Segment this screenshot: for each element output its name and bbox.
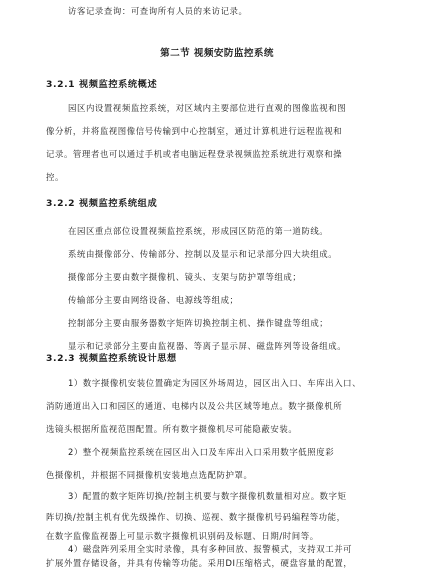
paragraph-line: 像分析，并将监视图像信号传输到中心控制室，通过计算机进行远程监视和 [46,126,343,136]
paragraph-line: 1）数字摄像机安装位置确定为园区外场周边，园区出入口、车库出入口、 [68,378,362,388]
paragraph-line: 4）磁盘阵列采用全实时录像，具有多种回放、报警模式，支持双工并可 [68,544,353,554]
paragraph-line: 园区内设置视频监控系统，对区域内主要部位进行直观的图像监视和图 [68,103,347,113]
section-title: 第二节 视频安防监控系统 [160,48,274,59]
paragraph-line: 消防通道出入口和园区的通道、电梯内以及公共区域等地点。数字摄像机所 [46,401,343,411]
paragraph-line: 记录。管理者也可以通过手机或者电脑远程登录视频监控系统进行观察和操 [46,149,343,159]
paragraph-line: 2）整个视频监控系统在园区出入口及车库出入口采用数字低照度彩 [68,447,335,457]
list-item: 系统由摄像部分、传输部分、控制以及显示和记录部分四大块组成。 [68,249,338,259]
paragraph-line: 在数字监像监视器上可显示数字摄像机识别码及标题、日期/时间等。 [46,531,319,541]
list-item: 显示和记录部分主要由监视器、等离子显示屏、磁盘阵列等设备组成。 [68,341,347,351]
heading-3-2-1: 3.2.1 视频监控系统概述 [46,79,158,90]
list-item: 传输部分主要由网络设备、电源线等组成； [68,295,239,305]
paragraph-line: 选镜头根据所监视范围配置。所有数字摄像机尽可能隐蔽安装。 [46,424,298,434]
top-note: 访客记录查询：可查询所有人员的来访记录。 [68,6,248,16]
list-item: 控制部分主要由服务器数字矩阵切换控制主机、操作键盘等组成； [68,318,329,328]
heading-3-2-2: 3.2.2 视频监控系统组成 [46,198,158,209]
list-item: 摄像部分主要由数字摄像机、镜头、支架与防护罩等组成； [68,272,302,282]
paragraph-line: 3）配置的数字矩阵切换/控制主机要与数字摄像机数量相对应。数字矩 [68,491,347,501]
paragraph-line: 控。 [46,172,64,182]
paragraph-line: 阵切换/控制主机有优先级操作、切换、巡视、数字摄像机号码编程等功能， [46,512,346,522]
heading-3-2-3: 3.2.3 视频监控系统设计思想 [46,353,177,364]
paragraph-line: 扩展外置存储设备，并具有传输等功能。采用DI压缩格式，硬盘容量的配置， [46,558,353,568]
list-item: 在园区重点部位设置视频监控系统，形成园区防范的第一道防线。 [68,226,329,236]
paragraph-line: 色摄像机，并根据不同摄像机安装地点选配防护罩。 [46,470,253,480]
